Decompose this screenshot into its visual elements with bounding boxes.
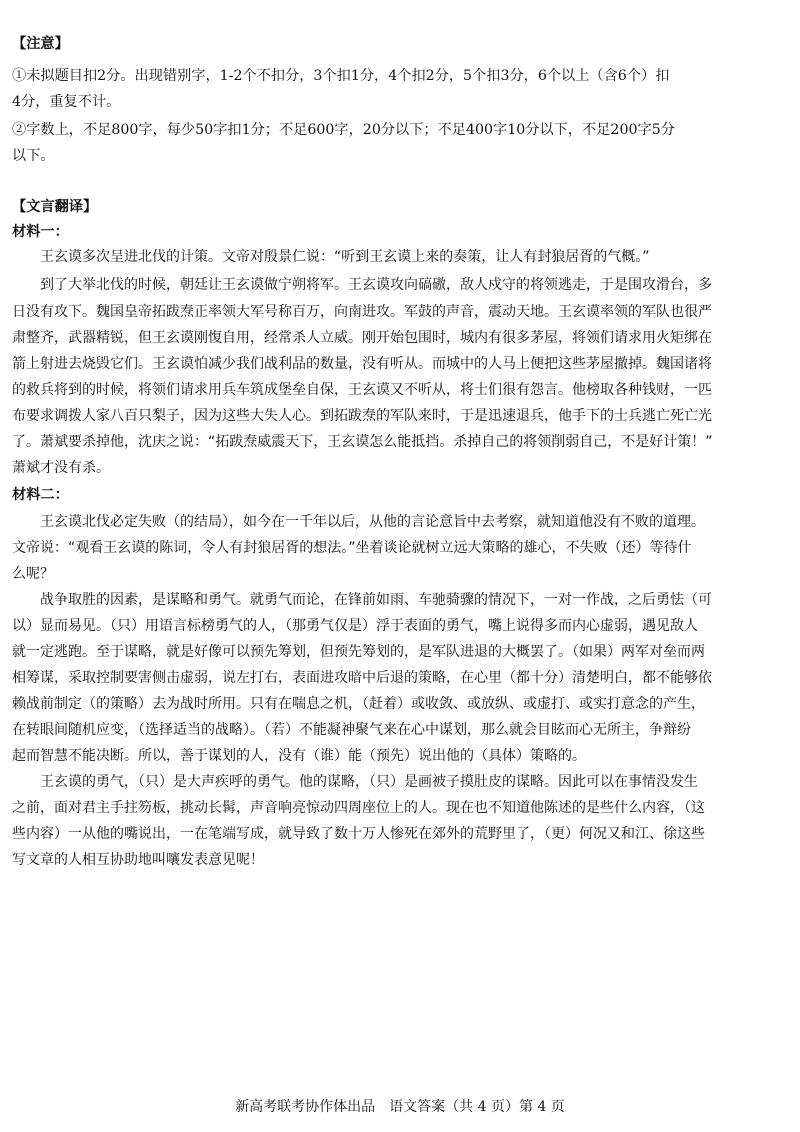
paragraph-line: 些内容）一从他的嘴说出，一在笔端写成，就导致了数十万人惨死在郊外的荒野里了，（更）何况又和江、徐这些	[12, 826, 705, 842]
paragraph-line: 相筹谋，采取控制要害侧击虚弱，说左打右，表面进攻暗中后退的策略，在心里（都十分）清楚明白，都不能够依	[12, 670, 712, 686]
paragraph-line: 写文章的人相互协助地叫嚷发表意见呢！	[12, 852, 264, 868]
material1-title: 材料一：	[12, 224, 69, 240]
paragraph-line: 就一定逃跑。至于谋略，就是好像可以预先筹划，但预先筹划的，是军队进退的大概罢了。（如果）两军对垒而两	[12, 644, 705, 660]
notice-line: ①未拟题目扣2分。出现错别字，1-2个不扣分，3个扣1分，4个扣2分，5个扣3分，6个以上（含6个）扣	[12, 68, 670, 84]
paragraph-line: 到了大举北伐的时候，朝廷让王玄谟做宁朔将军。王玄谟攻向碻磝，敌人戍守的将领逃走，于是围攻滑台，多	[40, 277, 712, 293]
paragraph-line: 赖战前制定（的策略）去为战时所用。只有在喘息之机，（赶着）或收敛、或放纵、或虚打、或实打意念的产生，	[12, 696, 705, 712]
paragraph-line: 王玄谟的勇气，（只）是大声疾呼的勇气。他的谋略，（只）是画被子摸肚皮的谋略。因此可以在事情没发生	[40, 774, 698, 790]
paragraph-line: 萧斌才没有杀。	[12, 460, 110, 476]
paragraph-line: 王玄谟北伐必定失败（的结局），如今在一千年以后，从他的言论意旨中去考察，就知道他没有不败的道理。	[40, 514, 705, 530]
paragraph-line: 么呢？	[12, 566, 54, 582]
paragraph-line: 以）显而易见。（只）用语言标榜勇气的人，（那勇气仅是）浮于表面的勇气，嘴上说得多而内心虚弱，遇见敌人	[12, 618, 698, 634]
translation-heading: 【文言翻译】	[12, 199, 98, 215]
paragraph-line: 的救兵将到的时候，将领们请求用兵车筑成堡垒自保，王玄谟又不听从，将士们很有怨言。他榜取各种钱财，一匹	[12, 382, 712, 398]
paragraph-line: 在转眼间随机应变，（选择适当的战略）。（若）不能凝神聚气来在心中谋划，那么就会目眩而心无所主，争辩纷	[12, 722, 691, 738]
paragraph-line: 肃整齐，武器精锐，但王玄谟刚愎自用，经常杀人立威。刚开始包围时，城内有很多茅屋，将领们请求用火矩绑在	[12, 330, 712, 346]
paragraph-line: 日没有攻下。魏国皇帝拓跋焘正率领大军号称百万，向南进攻。军鼓的声音，震动天地。王玄谟率领的军队也很严	[12, 304, 712, 320]
paragraph-line: 布要求调拨人家八百只梨子，因为这些大失人心。到拓跋焘的军队来时，于是迅速退兵，他手下的士兵逃亡死亡光	[12, 408, 712, 424]
notice-heading: 【注意】	[12, 36, 69, 52]
paragraph-line: 起而智慧不能决断。所以，善于谋划的人，没有（谁）能（预先）说出他的（具体）策略的。	[12, 748, 586, 764]
paragraph-line: 之前，面对君主手拄笏板，挑动长髯，声音响亮惊动四周座位上的人。现在也不知道他陈述的是些什么内容，（这	[12, 800, 705, 816]
notice-line: ②字数上，不足800字，每少50字扣1分；不足600字，20分以下；不足400字10分以下，不足200字5分	[12, 122, 675, 138]
paragraph-line: 了。萧斌要杀掉他，沈庆之说：“拓跋焘威震天下，王玄谟怎么能抵挡。杀掉自己的将领削弱自己，不是好计策！”	[12, 434, 713, 450]
notice-line: 4分，重复不计。	[12, 94, 121, 110]
paragraph-line: 箭上射进去烧毁它们。王玄谟怕减少我们战利品的数量，没有听从。而城中的人马上便把这些茅屋撤掉。魏国诸将	[12, 356, 712, 372]
paragraph-line: 文帝说：“观看王玄谟的陈词，令人有封狼居胥的想法。”坐着谈论就树立远大策略的雄心，不失败（还）等待什	[12, 540, 692, 556]
notice-line: 以下。	[12, 148, 55, 164]
material2-title: 材料二：	[12, 487, 69, 503]
paragraph-line: 战争取胜的因素，是谋略和勇气。就勇气而论，在锋前如雨、车驰骑骤的情况下，一对一作战，之后勇怯（可	[40, 592, 712, 608]
page-footer: 新高考联考协作体出品 语文答案（共 4 页）第 4 页	[235, 1099, 565, 1115]
paragraph-line: 王玄谟多次呈进北伐的计策。文帝对殷景仁说：“听到王玄谟上来的奏策，让人有封狼居胥的气概。”	[40, 249, 650, 265]
